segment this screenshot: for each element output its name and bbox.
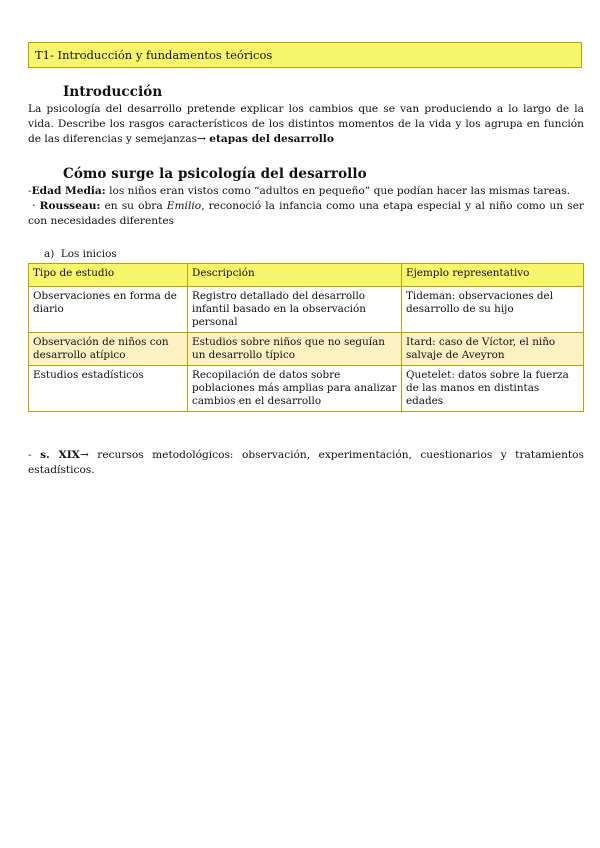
document-title: T1- Introducción y fundamentos teóricos [28, 42, 582, 68]
sxix-prefix: - [28, 449, 41, 461]
table-row [29, 366, 584, 412]
sxix-arrow: → [79, 449, 89, 461]
rous-label: Rousseau: [39, 200, 101, 212]
table-cell: Tideman: observaciones del desarrollo de su hijo [402, 287, 584, 333]
studies-table [28, 263, 584, 412]
table-cell: Recopilación de datos sobre poblaciones más amplias para analizar cambios en el desarrollo [188, 366, 402, 412]
table-cell: Observaciones en forma de diario [29, 287, 188, 333]
table-cell: Quetelet: datos sobre la fuerza de las manos en distintas edades [402, 366, 584, 412]
intro-paragraph [28, 102, 584, 147]
rous-work: Emilio, [166, 200, 205, 212]
subsection-label: a) Los inicios [44, 248, 117, 260]
sxix-text: recursos metodológicos: observación, experimentación, cuestionarios y tratamientos estadísticos. [28, 449, 584, 476]
table-cell: Estudios estadísticos [29, 366, 188, 412]
edad-media-paragraph [28, 184, 584, 199]
edad-label: Edad Media: [31, 185, 106, 197]
intro-arrow: → [197, 133, 206, 145]
edad-text: los niños eran vistos como “adultos en pequeño” que podían hacer las mismas tareas. [105, 185, 571, 197]
table-row [29, 333, 584, 366]
rous-text2: reconoció la infancia como una etapa especial y al niño como un ser con necesidades diferentes [28, 200, 584, 227]
table-header-row [29, 264, 584, 287]
heading-introduccion: Introducción [63, 84, 163, 100]
intro-bold-tail: etapas del desarrollo [209, 133, 334, 145]
heading-como-surge: Cómo surge la psicología del desarrollo [63, 166, 367, 182]
table-cell: Itard: caso de Víctor, el niño salvaje de Aveyron [402, 333, 584, 366]
rous-text1: en su obra [100, 200, 167, 212]
sxix-label: s. XIX [40, 449, 80, 461]
sxix-paragraph [28, 448, 584, 478]
rous-prefix: · [28, 200, 40, 212]
edad-prefix: - [28, 185, 32, 197]
header-cell: Tipo de estudio [29, 264, 188, 287]
table-cell: Registro detallado del desarrollo infantil basado en la observación personal [188, 287, 402, 333]
header-cell: Descripción [188, 264, 402, 287]
rousseau-paragraph [28, 199, 584, 229]
intro-text: La psicología del desarrollo pretende explicar los cambios que se van produciendo a lo largo de la vida. Describe los rasgos característicos de los distintos momentos de la vida y los agrupa en función de las diferencias y semejanzas [28, 103, 584, 145]
table-row [29, 287, 584, 333]
header-cell: Ejemplo representativo [402, 264, 584, 287]
table-cell: Estudios sobre niños que no seguían un desarrollo típico [188, 333, 402, 366]
table-cell: Observación de niños con desarrollo atípico [29, 333, 188, 366]
